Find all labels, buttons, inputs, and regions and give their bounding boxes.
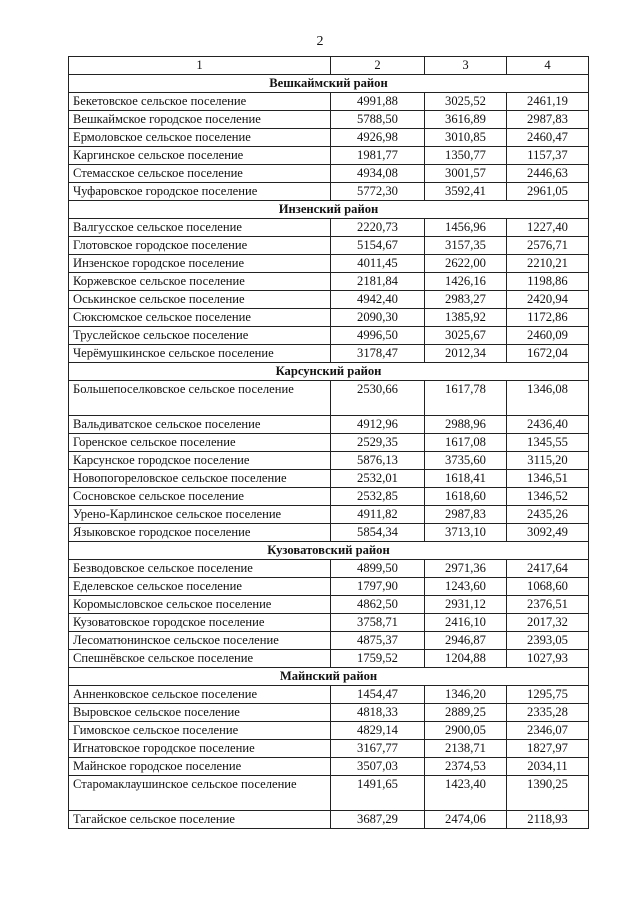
value-col-4: 2435,26: [507, 506, 589, 524]
table-row: [69, 291, 589, 309]
value-col-2: 3507,03: [331, 758, 425, 776]
value-col-4: 2335,28: [507, 704, 589, 722]
value-col-2: 1981,77: [331, 147, 425, 165]
value-col-3: 2987,83: [425, 506, 507, 524]
table-row: [69, 740, 589, 758]
value-col-3: 2622,00: [425, 255, 507, 273]
value-col-2: 4829,14: [331, 722, 425, 740]
settlement-name: Сосновское сельское поселение: [69, 488, 331, 506]
value-col-2: 4899,50: [331, 560, 425, 578]
district-heading: Вешкаймский район: [69, 75, 589, 93]
value-col-2: 1491,65: [331, 776, 425, 811]
value-col-3: 2889,25: [425, 704, 507, 722]
settlement-name: Труслейское сельское поселение: [69, 327, 331, 345]
district-row: [69, 201, 589, 219]
district-heading: Карсунский район: [69, 363, 589, 381]
settlement-name: Гимовское сельское поселение: [69, 722, 331, 740]
value-col-3: 3001,57: [425, 165, 507, 183]
value-col-4: 1390,25: [507, 776, 589, 811]
value-col-4: 2417,64: [507, 560, 589, 578]
value-col-4: 1227,40: [507, 219, 589, 237]
value-col-2: 3758,71: [331, 614, 425, 632]
settlement-name: Сюксюмское сельское поселение: [69, 309, 331, 327]
value-col-3: 2983,27: [425, 291, 507, 309]
value-col-3: 2946,87: [425, 632, 507, 650]
page-number: 2: [316, 34, 324, 49]
value-col-3: 1618,60: [425, 488, 507, 506]
table-row: [69, 381, 589, 416]
settlement-name: Языковское городское поселение: [69, 524, 331, 542]
value-col-2: 2181,84: [331, 273, 425, 291]
value-col-4: 2118,93: [507, 811, 589, 829]
value-col-3: 3010,85: [425, 129, 507, 147]
value-col-2: 1759,52: [331, 650, 425, 668]
value-col-3: 2971,36: [425, 560, 507, 578]
table-row: [69, 93, 589, 111]
settlement-name: Коржевское сельское поселение: [69, 273, 331, 291]
table-row: [69, 560, 589, 578]
value-col-3: 1204,88: [425, 650, 507, 668]
value-col-3: 1426,16: [425, 273, 507, 291]
column-header-3: 3: [425, 57, 507, 75]
value-col-2: 5788,50: [331, 111, 425, 129]
district-heading: Кузоватовский район: [69, 542, 589, 560]
settlement-name: Вешкаймское городское поселение: [69, 111, 331, 129]
settlement-name: Выровское сельское поселение: [69, 704, 331, 722]
table-row: [69, 452, 589, 470]
settlement-name: Чуфаровское городское поселение: [69, 183, 331, 201]
value-col-3: 2931,12: [425, 596, 507, 614]
value-col-2: 5154,67: [331, 237, 425, 255]
column-header-4: 4: [507, 57, 589, 75]
district-row: [69, 363, 589, 381]
settlement-name: Урено-Карлинское сельское поселение: [69, 506, 331, 524]
settlement-name: Карсунское городское поселение: [69, 452, 331, 470]
table-row: [69, 506, 589, 524]
table-row: [69, 758, 589, 776]
value-col-4: 2376,51: [507, 596, 589, 614]
value-col-2: 4011,45: [331, 255, 425, 273]
value-col-2: 4996,50: [331, 327, 425, 345]
value-col-3: 1618,41: [425, 470, 507, 488]
table-row: [69, 488, 589, 506]
value-col-4: 1295,75: [507, 686, 589, 704]
table-row: [69, 273, 589, 291]
value-col-4: 2460,47: [507, 129, 589, 147]
value-col-4: 2393,05: [507, 632, 589, 650]
table-row: [69, 327, 589, 345]
table-row: [69, 470, 589, 488]
value-col-3: 1243,60: [425, 578, 507, 596]
value-col-3: 2416,10: [425, 614, 507, 632]
settlement-name: Игнатовское городское поселение: [69, 740, 331, 758]
table-row: [69, 614, 589, 632]
table-row: [69, 811, 589, 829]
settlement-name: Оськинское сельское поселение: [69, 291, 331, 309]
value-col-4: 1346,08: [507, 381, 589, 416]
table-row: [69, 650, 589, 668]
table-row: [69, 165, 589, 183]
value-col-4: 2017,32: [507, 614, 589, 632]
settlement-name: Черёмушкинское сельское поселение: [69, 345, 331, 363]
value-col-2: 4942,40: [331, 291, 425, 309]
value-col-3: 3025,67: [425, 327, 507, 345]
value-col-4: 3092,49: [507, 524, 589, 542]
table-row: [69, 147, 589, 165]
value-col-3: 3592,41: [425, 183, 507, 201]
settlement-name: Валгусское сельское поселение: [69, 219, 331, 237]
value-col-3: 2374,53: [425, 758, 507, 776]
settlement-name: Анненковское сельское поселение: [69, 686, 331, 704]
value-col-4: 2460,09: [507, 327, 589, 345]
value-col-3: 1617,78: [425, 381, 507, 416]
value-col-2: 4991,88: [331, 93, 425, 111]
district-heading: Майнский район: [69, 668, 589, 686]
value-col-2: 5854,34: [331, 524, 425, 542]
value-col-4: 2987,83: [507, 111, 589, 129]
value-col-3: 3616,89: [425, 111, 507, 129]
table-row: [69, 524, 589, 542]
value-col-2: 1797,90: [331, 578, 425, 596]
value-col-4: 1068,60: [507, 578, 589, 596]
value-col-2: 2529,35: [331, 434, 425, 452]
settlement-name: Ермоловское сельское поселение: [69, 129, 331, 147]
value-col-3: 1346,20: [425, 686, 507, 704]
table-row: [69, 578, 589, 596]
table-row: [69, 722, 589, 740]
value-col-3: 3025,52: [425, 93, 507, 111]
value-col-2: 4875,37: [331, 632, 425, 650]
value-col-2: 5772,30: [331, 183, 425, 201]
value-col-2: 2530,66: [331, 381, 425, 416]
settlement-name: Еделевское сельское поселение: [69, 578, 331, 596]
settlements-table: [68, 56, 589, 829]
value-col-4: 2346,07: [507, 722, 589, 740]
settlement-name: Каргинское сельское поселение: [69, 147, 331, 165]
value-col-3: 1385,92: [425, 309, 507, 327]
value-col-4: 2210,21: [507, 255, 589, 273]
value-col-4: 1346,52: [507, 488, 589, 506]
table-row: [69, 111, 589, 129]
settlement-name: Инзенское городское поселение: [69, 255, 331, 273]
district-heading: Инзенский район: [69, 201, 589, 219]
value-col-3: 1617,08: [425, 434, 507, 452]
table-row: [69, 776, 589, 811]
settlement-name: Майнское городское поселение: [69, 758, 331, 776]
settlement-name: Большепоселковское сельское поселение: [69, 381, 331, 416]
value-col-4: 3115,20: [507, 452, 589, 470]
value-col-4: 1198,86: [507, 273, 589, 291]
value-col-2: 2090,30: [331, 309, 425, 327]
column-header-1: 1: [69, 57, 331, 75]
table-row: [69, 416, 589, 434]
value-col-3: 1456,96: [425, 219, 507, 237]
table-row: [69, 704, 589, 722]
value-col-3: 2138,71: [425, 740, 507, 758]
settlement-name: Безводовское сельское поселение: [69, 560, 331, 578]
value-col-2: 4926,98: [331, 129, 425, 147]
district-row: [69, 668, 589, 686]
value-col-2: 3167,77: [331, 740, 425, 758]
settlement-name: Коромысловское сельское поселение: [69, 596, 331, 614]
value-col-2: 4818,33: [331, 704, 425, 722]
value-col-4: 1172,86: [507, 309, 589, 327]
value-col-4: 2961,05: [507, 183, 589, 201]
value-col-2: 4911,82: [331, 506, 425, 524]
value-col-2: 2220,73: [331, 219, 425, 237]
settlement-name: Старомаклаушинское сельское поселение: [69, 776, 331, 811]
value-col-4: 2576,71: [507, 237, 589, 255]
value-col-3: 2900,05: [425, 722, 507, 740]
settlement-name: Новопогореловское сельское поселение: [69, 470, 331, 488]
value-col-4: 2436,40: [507, 416, 589, 434]
value-col-3: 2012,34: [425, 345, 507, 363]
table-row: [69, 596, 589, 614]
settlement-name: Вальдиватское сельское поселение: [69, 416, 331, 434]
table-row: [69, 309, 589, 327]
column-header-2: 2: [331, 57, 425, 75]
value-col-2: 1454,47: [331, 686, 425, 704]
district-row: [69, 75, 589, 93]
value-col-2: 4862,50: [331, 596, 425, 614]
value-col-3: 1350,77: [425, 147, 507, 165]
table-row: [69, 183, 589, 201]
value-col-4: 2446,63: [507, 165, 589, 183]
settlement-name: Кузоватовское городское поселение: [69, 614, 331, 632]
table-row: [69, 686, 589, 704]
settlement-name: Спешнёвское сельское поселение: [69, 650, 331, 668]
value-col-4: 2420,94: [507, 291, 589, 309]
settlement-name: Горенское сельское поселение: [69, 434, 331, 452]
value-col-3: 1423,40: [425, 776, 507, 811]
value-col-2: 2532,85: [331, 488, 425, 506]
value-col-4: 1346,51: [507, 470, 589, 488]
table-row: [69, 219, 589, 237]
value-col-4: 1672,04: [507, 345, 589, 363]
value-col-4: 1345,55: [507, 434, 589, 452]
settlement-name: Лесоматюнинское сельское поселение: [69, 632, 331, 650]
table-row: [69, 255, 589, 273]
value-col-2: 4934,08: [331, 165, 425, 183]
table-row: [69, 345, 589, 363]
value-col-4: 2034,11: [507, 758, 589, 776]
value-col-3: 3713,10: [425, 524, 507, 542]
table-header-row: [69, 57, 589, 75]
value-col-4: 1027,93: [507, 650, 589, 668]
value-col-3: 3157,35: [425, 237, 507, 255]
value-col-2: 2532,01: [331, 470, 425, 488]
value-col-4: 1827,97: [507, 740, 589, 758]
value-col-2: 4912,96: [331, 416, 425, 434]
settlement-name: Стемасское сельское поселение: [69, 165, 331, 183]
value-col-2: 3178,47: [331, 345, 425, 363]
value-col-3: 3735,60: [425, 452, 507, 470]
table-body: [69, 75, 589, 829]
table-row: [69, 434, 589, 452]
district-row: [69, 542, 589, 560]
value-col-2: 5876,13: [331, 452, 425, 470]
settlement-name: Тагайское сельское поселение: [69, 811, 331, 829]
table-row: [69, 129, 589, 147]
value-col-3: 2988,96: [425, 416, 507, 434]
settlement-name: Глотовское городское поселение: [69, 237, 331, 255]
settlement-name: Бекетовское сельское поселение: [69, 93, 331, 111]
value-col-3: 2474,06: [425, 811, 507, 829]
value-col-2: 3687,29: [331, 811, 425, 829]
table-row: [69, 632, 589, 650]
table-row: [69, 237, 589, 255]
value-col-4: 2461,19: [507, 93, 589, 111]
value-col-4: 1157,37: [507, 147, 589, 165]
